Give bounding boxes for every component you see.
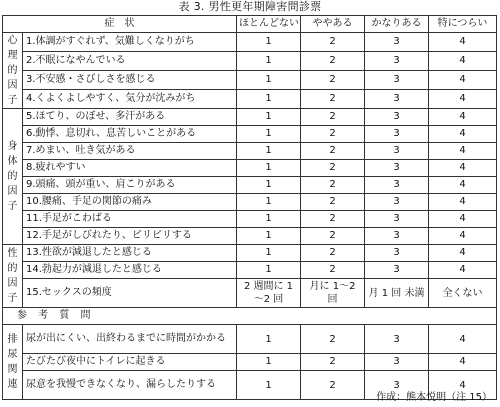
header-row [3,16,497,33]
category-char: 尿 [7,349,18,360]
score-cell: 2 [301,211,365,228]
item-row [3,126,497,143]
score-cell: 2 [301,262,365,279]
category-label [3,109,23,245]
score-cell: 3 [365,109,429,126]
score-cell: 2 週間に 1～2 回 [237,279,301,308]
score-cell: 3 [365,325,429,354]
item-row [3,90,497,109]
symptom-header: 症 状 [3,16,237,33]
score-cell: 2 [301,52,365,71]
score-cell: 2 [301,194,365,211]
symptom-label: 2.不眠になやんでいる [23,52,237,71]
symptom-label: 15.セックスの頻度 [23,279,237,308]
item-row [3,52,497,71]
symptom-label: 7.めまい、吐き気がある [23,143,237,160]
symptom-label: 1.体調がすぐれず、気難しくなりがち [23,33,237,52]
score-cell: 3 [365,211,429,228]
item-row [3,194,497,211]
score-cell: 1 [237,177,301,194]
category-char: 因 [7,278,18,289]
score-cell: 1 [237,325,301,354]
category-char: 因 [7,186,18,197]
score-cell: 4 [429,262,497,279]
item-row [3,245,497,262]
symptom-label: 13.性欲が減退したと感じる [23,245,237,262]
score-cell: 1 [237,71,301,90]
symptom-label: 10.腰痛、手足の関節の痛み [23,194,237,211]
score-cell: 3 [365,245,429,262]
score-cell: 3 [365,52,429,71]
score-cell: 4 [429,52,497,71]
score-cell: 1 [237,194,301,211]
score-cell: 4 [429,194,497,211]
item-row [3,279,497,308]
symptom-label: 3.不安感・さびしさを感じる [23,71,237,90]
score-cell: 1 [237,228,301,245]
score-cell: 2 [301,354,365,371]
score-cell: 4 [429,71,497,90]
symptom-label: 5.ほてり、のぼせ、多汗がある [23,109,237,126]
scale-header: 特につらい [429,16,497,33]
score-cell: 月に 1～2 回 [301,279,365,308]
score-cell: 4 [429,143,497,160]
score-cell: 4 [429,160,497,177]
category-char: 因 [7,80,18,91]
category-char: 理 [7,50,18,61]
category-char: 心 [7,35,18,46]
category-label [3,33,23,109]
score-cell: 4 [429,245,497,262]
score-cell: 2 [301,325,365,354]
score-cell: 3 [365,177,429,194]
score-cell: 3 [365,262,429,279]
category-char: 排 [7,334,18,345]
score-cell: 4 [429,109,497,126]
symptom-label: たびたび夜中にトイレに起きる [23,354,237,371]
item-row [3,325,497,354]
score-cell: 4 [429,33,497,52]
score-cell: 2 [301,71,365,90]
score-cell: 3 [365,371,429,400]
reference-heading-row [3,308,497,325]
score-cell: 4 [429,354,497,371]
item-row [3,109,497,126]
category-char: 身 [7,141,18,152]
item-row [3,228,497,245]
scale-header: ややある [301,16,365,33]
score-cell: 3 [365,90,429,109]
item-row [3,354,497,371]
source-note: 作成：熊本悦明（注 15） [376,392,492,403]
score-cell: 1 [237,371,301,400]
score-cell: 1 [237,211,301,228]
score-cell: 2 [301,245,365,262]
category-char: 子 [7,201,18,212]
score-cell: 2 [301,90,365,109]
symptom-label: 尿が出にくい、出終わるまでに時間がかかる [23,325,237,354]
item-row [3,160,497,177]
score-cell: 3 [365,194,429,211]
score-cell: 1 [237,245,301,262]
category-char: 関 [7,364,18,375]
score-cell: 3 [365,71,429,90]
score-cell: 月 1 回 未満 [365,279,429,308]
item-row [3,71,497,90]
symptom-label: 尿意を我慢できなくなり、漏らしたりする [23,371,237,400]
score-cell: 2 [301,371,365,400]
score-cell: 2 [301,126,365,143]
score-cell: 3 [365,160,429,177]
score-cell: 1 [237,52,301,71]
scale-header: かなりある [365,16,429,33]
score-cell: 4 [429,177,497,194]
symptom-label: 11.手足がこわばる [23,211,237,228]
item-row [3,211,497,228]
score-cell: 1 [237,354,301,371]
symptom-label: 8.疲れやすい [23,160,237,177]
score-cell: 全くない [429,279,497,308]
category-char: 的 [7,263,18,274]
score-cell: 2 [301,33,365,52]
score-cell: 1 [237,109,301,126]
symptom-label: 12.手足がしびれたり、ピリピリする [23,228,237,245]
score-cell: 4 [429,90,497,109]
score-cell: 1 [237,160,301,177]
category-char: 連 [7,379,18,390]
score-cell: 2 [301,109,365,126]
category-label [3,245,23,308]
score-cell: 4 [429,126,497,143]
item-row [3,33,497,52]
symptom-label: 14.勃起力が減退したと感じる [23,262,237,279]
score-cell: 4 [429,211,497,228]
category-char: 体 [7,156,18,167]
symptom-label: 6.動悸、息切れ、息苦しいことがある [23,126,237,143]
score-cell: 3 [365,143,429,160]
scale-header: ほとんどない [237,16,301,33]
reference-heading: 参 考 質 問 [3,308,497,325]
item-row [3,262,497,279]
score-cell: 3 [365,228,429,245]
item-row [3,143,497,160]
item-row [3,177,497,194]
score-cell: 1 [237,126,301,143]
score-cell: 4 [429,228,497,245]
score-cell: 3 [365,33,429,52]
category-char: 性 [7,248,18,259]
score-cell: 2 [301,160,365,177]
table-title: 表 3. 男性更年期障害問診票 [178,0,322,13]
score-cell: 1 [237,33,301,52]
score-cell: 3 [365,354,429,371]
score-cell: 1 [237,90,301,109]
symptom-label: 9.頭痛、頭が重い、肩こりがある [23,177,237,194]
category-char: 的 [7,65,18,76]
category-char: 子 [7,95,18,106]
score-cell: 2 [301,177,365,194]
score-cell: 2 [301,143,365,160]
score-cell: 3 [365,126,429,143]
score-cell: 4 [429,371,497,400]
score-cell: 1 [237,143,301,160]
questionnaire-table [2,15,497,400]
symptom-label: 4.くよくよしやすく、気分が沈みがち [23,90,237,109]
score-cell: 2 [301,228,365,245]
category-label [3,325,23,400]
category-char: 子 [7,293,18,304]
score-cell: 1 [237,262,301,279]
score-cell: 4 [429,325,497,354]
category-char: 的 [7,171,18,182]
